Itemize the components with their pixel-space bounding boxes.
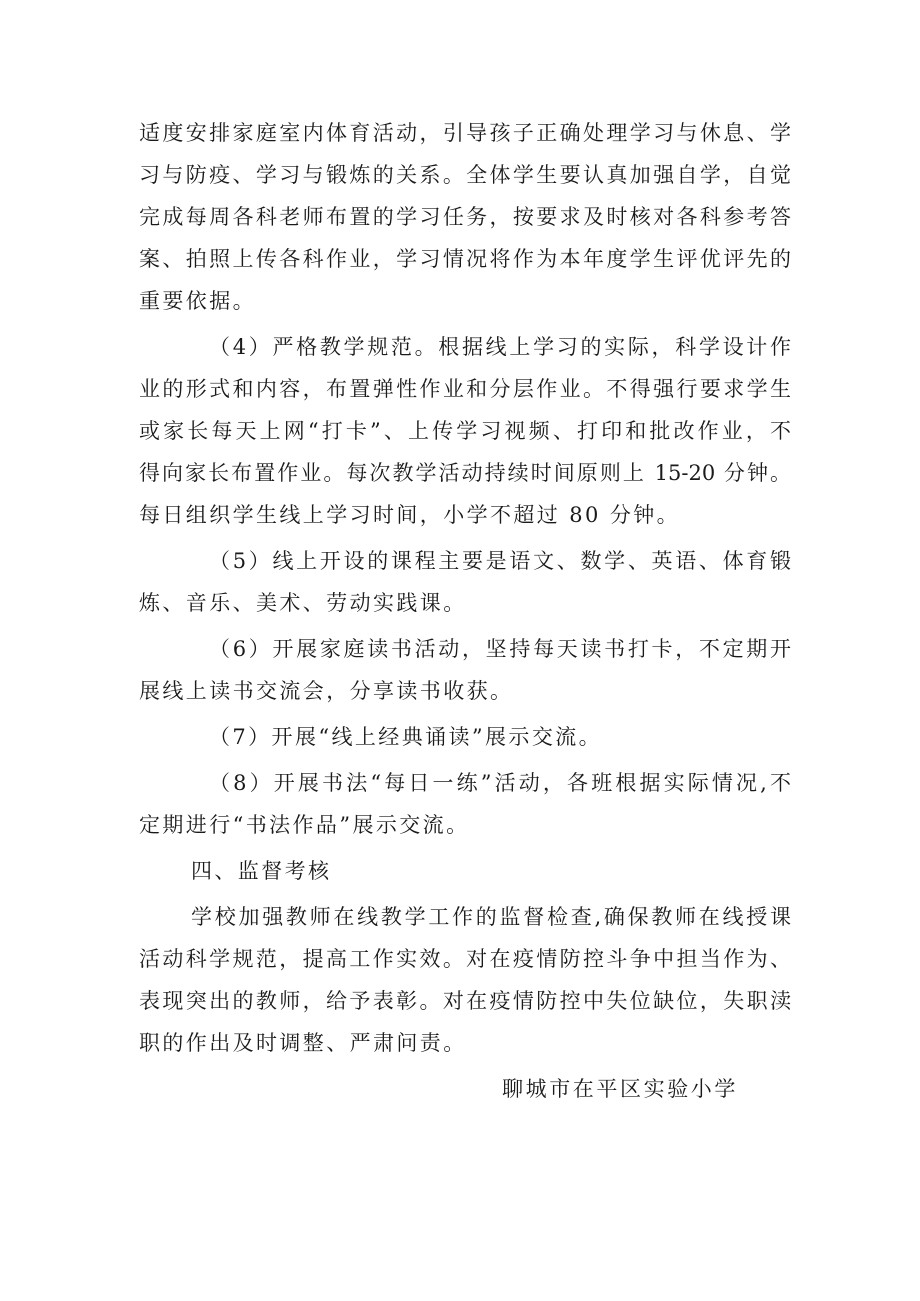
text-line: 完成每周各科老师布置的学习任务，按要求及时核对各科参考答 bbox=[139, 205, 791, 229]
item-6-heading: （6）开展家庭读书活动，坚持每天读书打卡，不定期开 bbox=[209, 637, 791, 661]
text-line: 适度安排家庭室内体育活动，引导孩子正确处理学习与休息、学 bbox=[139, 121, 791, 145]
item-4-heading: （4）严格教学规范。根据线上学习的实际，科学设计作 bbox=[209, 335, 791, 359]
text-line: 展线上读书交流会，分享读书收获。 bbox=[139, 679, 514, 703]
text-line: 炼、音乐、美术、劳动实践课。 bbox=[139, 591, 467, 615]
text-line: 定期进行“书法作品”展示交流。 bbox=[139, 813, 470, 837]
text-line: 每日组织学生线上学习时间，小学不超过 80 分钟。 bbox=[139, 503, 681, 527]
text-line: 重要依据。 bbox=[139, 289, 256, 313]
text-line: 职的作出及时调整、严肃问责。 bbox=[139, 1031, 467, 1055]
text-line: 或家长每天上网“打卡”、上传学习视频、打印和批改作业，不 bbox=[139, 419, 791, 443]
item-7-heading: （7）开展“线上经典诵读”展示交流。 bbox=[209, 725, 603, 749]
text-line: 表现突出的教师，给予表彰。对在疫情防控中失位缺位，失职渎 bbox=[139, 989, 791, 1013]
text-line: 业的形式和内容，布置弹性作业和分层作业。不得强行要求学生 bbox=[139, 377, 791, 401]
item-8-heading: （8）开展书法“每日一练”活动，各班根据实际情况,不 bbox=[209, 771, 791, 795]
signature-school-name: 聊城市在平区实验小学 bbox=[502, 1077, 738, 1101]
section-heading-supervision: 四、监督考核 bbox=[191, 859, 332, 883]
document-body bbox=[139, 112, 791, 1110]
text-line: 活动科学规范，提高工作实效。对在疫情防控斗争中担当作为、 bbox=[139, 947, 791, 971]
item-5-heading: （5）线上开设的课程主要是语文、数学、英语、体育锻 bbox=[209, 549, 791, 573]
text-line: 学校加强教师在线教学工作的监督检查,确保教师在线授课 bbox=[191, 905, 791, 929]
text-line: 习与防疫、学习与锻炼的关系。全体学生要认真加强自学，自觉 bbox=[139, 163, 791, 187]
text-line: 案、拍照上传各科作业，学习情况将作为本年度学生评优评先的 bbox=[139, 247, 791, 271]
text-line: 得向家长布置作业。每次教学活动持续时间原则上 15-20 分钟。 bbox=[139, 461, 791, 485]
